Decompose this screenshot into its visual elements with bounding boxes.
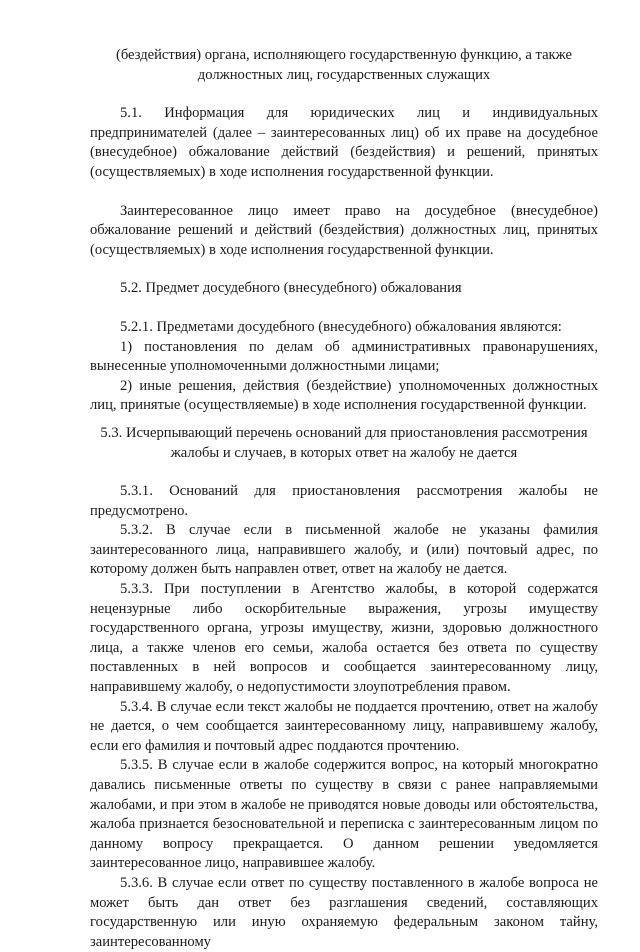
section-heading-continued: (бездействия) органа, исполняющего государственную функцию, а также должностных лиц, государственных служащих bbox=[115, 47, 573, 83]
paragraph-5-3-2: 5.3.2. В случае если в письменной жалобе не указаны фамилия заинтересованного лица, направившего жалобу, и (или) почтовый адрес, по которому должен быть направлен ответ, ответ на жалобу не дается. bbox=[90, 522, 598, 578]
paragraph-interested-party: Заинтересованное лицо имеет право на досудебное (внесудебное) обжалование решений и действий (бездействия) должностных лиц, принятых (осуществляемых) в ходе исполнения государственной функции. bbox=[90, 202, 598, 258]
paragraph-5-3-4: 5.3.4. В случае если текст жалобы не поддается прочтению, ответ на жалобу не дается, о чем сообщается заинтересованному лицу, направившему жалобу, если его фамилия и почтовый адрес поддаются прочтению. bbox=[90, 698, 598, 754]
section-heading-5-3: 5.3. Исчерпывающий перечень оснований для приостановления рассмотрения жалобы и случаев, в которых ответ на жалобу не дается bbox=[100, 424, 588, 461]
paragraph-5-3-1: 5.3.1. Оснований для приостановления рассмотрения жалобы не предусмотрено. bbox=[90, 483, 598, 519]
paragraph-5-3-3: 5.3.3. При поступлении в Агентство жалобы, в которой содержатся нецензурные либо оскорбительные выражения, угрозы имуществу государственного органа, угрозы имуществу, жизни, здоровью должностного лица, а также членов его семьи, жалоба остается без ответа по существу поставленных в ней вопросов и сообщается заинтересованному лицу, направившему жалобу, о недопустимости злоупотребления правом. bbox=[90, 581, 598, 696]
list-item-1: 1) постановления по делам об административных правонарушениях, вынесенные уполномоченными должностными лицами; bbox=[90, 338, 598, 375]
paragraph-5-3-6: 5.3.6. В случае если ответ по существу поставленного в жалобе вопроса не может быть дан ответ без разглашения сведений, составляющих государственную или иную охраняемую федеральным законом тайну, заинтересованному bbox=[90, 874, 598, 950]
list-item-2: 2) иные решения, действия (бездействие) уполномоченных должностных лиц, принятые (осуществляемые) в ходе исполнения государственной функции. bbox=[90, 377, 598, 414]
paragraph-5-2-title: 5.2. Предмет досудебного (внесудебного) обжалования bbox=[120, 280, 462, 297]
paragraph-5-2-1: 5.2.1. Предметами досудебного (внесудебного) обжалования являются: bbox=[120, 318, 562, 335]
paragraph-5-1: 5.1. Информация для юридических лиц и индивидуальных предпринимателей (далее – заинтересованных лиц) об их праве на досудебное (внесудебное) обжалование действий (бездействия) и решений, принятых (осуществляемых) в ходе исполнения государственной функции. bbox=[90, 105, 598, 180]
paragraph-5-3-5: 5.3.5. В случае если в жалобе содержится вопрос, на который многократно давались письменные ответы по существу в связи с ранее направляемыми жалобами, и при этом в жалобе не приводятся новые доводы или обстоятельства, жалоба признается безосновательной и переписка с заинтересованным лицом по данному вопросу прекращается. О данном решении уведомляется заинтересованное лицо, направившее жалобу. bbox=[90, 757, 598, 872]
